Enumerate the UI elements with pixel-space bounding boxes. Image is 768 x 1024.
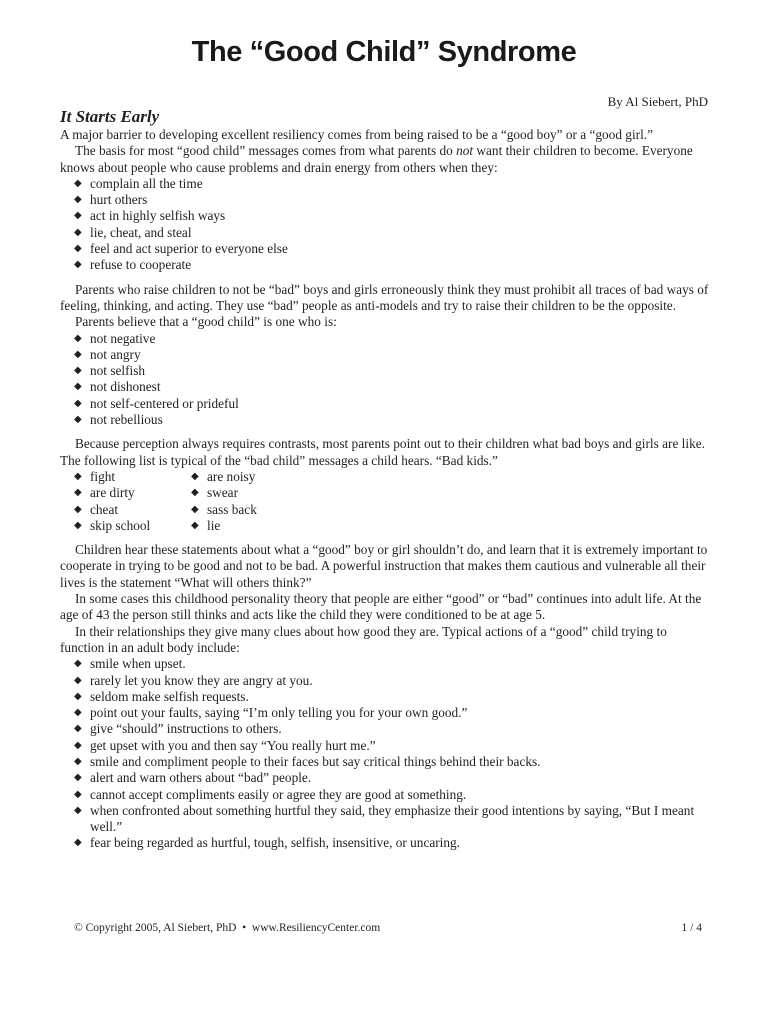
list-item: ◆ when confronted about something hurtful they said, they emphasize their good intentions by saying, “But I meant well.” bbox=[74, 803, 710, 836]
list-item: ◆ act in highly selfish ways bbox=[74, 208, 710, 224]
list-item: ◆ not selfish bbox=[74, 363, 710, 379]
list-item: ◆ rarely let you know they are angry at you. bbox=[74, 673, 710, 689]
paragraph-parents-raise: Parents who raise children to not be “bad” boys and girls erroneously think they must prohibit all traces of bad ways of feeling, thinking, and acting. They use “bad” people as anti-models and try to raise their children to be the opposite. bbox=[60, 281, 709, 313]
bad-kids-column-1 bbox=[74, 469, 191, 534]
paragraph-intro-2 bbox=[60, 143, 710, 176]
list-item: ◆ hurt others bbox=[74, 192, 710, 208]
section-heading: It Starts Early bbox=[60, 107, 160, 126]
paragraph-perception: Because perception always requires contrasts, most parents point out to their children what bad boys and girls are like. The following list is typical of the “bad child” messages a child hears. “Bad kids.” bbox=[60, 436, 705, 468]
good-child-list bbox=[60, 331, 710, 429]
list-item: ◆ smile when upset. bbox=[74, 656, 710, 672]
list-item: ◆ alert and warn others about “bad” people. bbox=[74, 770, 710, 786]
list-item: ◆ lie, cheat, and steal bbox=[74, 225, 710, 241]
list-item: ◆ point out your faults, saying “I’m only telling you for your own good.” bbox=[74, 705, 710, 721]
bad-kids-column-2 bbox=[191, 469, 257, 534]
list-item: ◆ complain all the time bbox=[74, 176, 710, 192]
list-item: ◆ cannot accept compliments easily or agree they are good at something. bbox=[74, 787, 710, 803]
page-title: The “Good Child” Syndrome bbox=[191, 36, 577, 68]
adult-actions-list bbox=[60, 656, 710, 852]
list-item: ◆ not angry bbox=[74, 347, 710, 363]
paragraph-children-hear: Children hear these statements about what a “good” boy or girl shouldn’t do, and learn that it is extremely important to cooperate in trying to be good and not to be bad. A powerful instruction that makes them cautious and vulnerable all their lives is the statement “What will others think?” bbox=[60, 542, 708, 590]
list-item: ◆ fight bbox=[74, 469, 191, 485]
paragraph-intro-2-part2: want their children to become. Everyone knows about people who cause problems and drain energy from others when they: bbox=[60, 143, 693, 175]
paragraph-some-cases: In some cases this childhood personality theory that people are either “good” or “bad” continues into adult life. At the age of 43 the person still thinks and acts like the child they were conditioned to be at age 5. bbox=[60, 591, 702, 623]
list-item: ◆ not self-centered or prideful bbox=[74, 396, 710, 412]
bad-kids-list bbox=[60, 469, 710, 534]
list-item: ◆ not rebellious bbox=[74, 412, 710, 428]
list-item: ◆ fear being regarded as hurtful, tough, selfish, insensitive, or uncaring. bbox=[74, 835, 710, 851]
paragraph-parents-believe: Parents believe that a “good child” is one who is: bbox=[75, 314, 337, 330]
list-item: ◆ lie bbox=[191, 518, 257, 534]
article-body bbox=[60, 107, 710, 852]
list-item: ◆ sass back bbox=[191, 502, 257, 518]
author-byline: By Al Siebert, PhD bbox=[607, 94, 708, 109]
list-item: ◆ smile and compliment people to their faces but say critical things behind their backs. bbox=[74, 754, 710, 770]
page-number: 1 / 4 bbox=[681, 922, 702, 934]
list-item: ◆ are dirty bbox=[74, 485, 191, 501]
paragraph-relationships: In their relationships they give many clues about how good they are. Typical actions of a “good” child trying to function in an adult body include: bbox=[60, 623, 667, 655]
paragraph-intro-1: A major barrier to developing excellent resiliency comes from being raised to be a “good boy” or a “good girl.” bbox=[60, 127, 653, 142]
footer-copyright: © Copyright 2005, Al Siebert, PhD • www.ResiliencyCenter.com bbox=[74, 922, 381, 934]
list-item: ◆ seldom make selfish requests. bbox=[74, 689, 710, 705]
list-item: ◆ not negative bbox=[74, 331, 710, 347]
list-item: ◆ not dishonest bbox=[74, 379, 710, 395]
list-item: ◆ refuse to cooperate bbox=[74, 257, 710, 273]
list-item: ◆ feel and act superior to everyone else bbox=[74, 241, 710, 257]
list-item: ◆ swear bbox=[191, 485, 257, 501]
list-item: ◆ skip school bbox=[74, 518, 191, 534]
list-item: ◆ are noisy bbox=[191, 469, 257, 485]
list-item: ◆ give “should” instructions to others. bbox=[74, 721, 710, 737]
emphasis-not: not bbox=[456, 143, 474, 159]
list-item: ◆ get upset with you and then say “You really hurt me.” bbox=[74, 738, 710, 754]
paragraph-intro-2-part1: The basis for most “good child” messages comes from what parents do bbox=[75, 143, 457, 159]
list-item: ◆ cheat bbox=[74, 502, 191, 518]
problem-behaviors-list bbox=[60, 176, 710, 274]
